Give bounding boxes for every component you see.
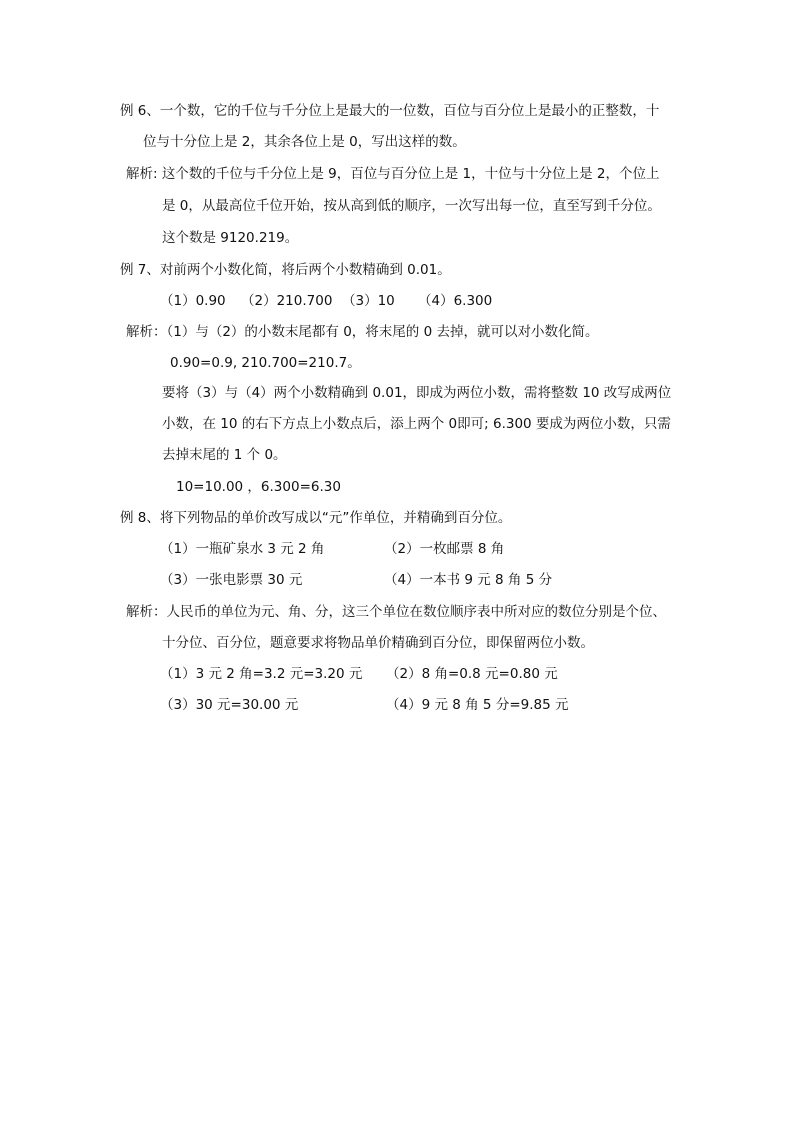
ex7-analysis-line3: 要将（3）与（4）两个小数精确到 0.01，即成为两位小数，需将整数 10 改写成两位	[162, 385, 672, 401]
ex6-question-line2: 位与十分位上是 2，其余各位上是 0，写出这样的数。	[143, 134, 466, 150]
ex8-answer-4: （4）9 元 8 角 5 分=9.85 元	[386, 697, 569, 713]
ex8-item-2: （2）一枚邮票 8 角	[384, 541, 505, 557]
ex7-analysis-line4: 小数，在 10 的右下方点上小数点后，添上两个 0即可; 6.300 要成为两位小数，只需	[162, 416, 671, 432]
ex8-item-4: （4）一本书 9 元 8 角 5 分	[384, 572, 553, 588]
ex7-analysis-line5: 去掉末尾的 1 个 0。	[162, 447, 287, 463]
ex6-analysis-line1: 解析: 这个数的千位与千分位上是 9，百位与百分位上是 1，十位与十分位上是 2，个位上	[126, 166, 660, 182]
ex8-item-1: （1）一瓶矿泉水 3 元 2 角	[160, 541, 325, 557]
ex6-question-line1: 例 6、一个数，它的千位与千分位上是最大的一位数，百位与百分位上是最小的正整数，十	[120, 103, 660, 119]
ex8-answer-2: （2）8 角=0.8 元=0.80 元	[386, 666, 558, 682]
ex7-item-3: （3）10	[342, 293, 395, 309]
ex7-item-1: （1）0.90	[160, 293, 226, 309]
ex7-analysis-line6: 10=10.00 ，6.300=6.30	[176, 479, 341, 495]
ex8-answer-3: （3）30 元=30.00 元	[160, 697, 299, 713]
ex7-item-2: （2）210.700	[241, 293, 333, 309]
ex8-analysis-line1: 解析：人民币的单位为元、角、分，这三个单位在数位顺序表中所对应的数位分别是个位、	[126, 604, 666, 620]
ex7-analysis-line2: 0.90=0.9, 210.700=210.7。	[170, 355, 361, 371]
ex6-analysis-line2: 是 0，从最高位千位开始，按从高到低的顺序，一次写出每一位，直至写到千分位。	[162, 198, 661, 214]
ex7-question-line1: 例 7、对前两个小数化简，将后两个小数精确到 0.01。	[120, 262, 451, 278]
ex8-item-3: （3）一张电影票 30 元	[160, 572, 303, 588]
ex8-question-line1: 例 8、将下列物品的单价改写成以“元”作单位，并精确到百分位。	[120, 510, 512, 526]
ex8-analysis-line2: 十分位、百分位，题意要求将物品单价精确到百分位，即保留两位小数。	[162, 635, 594, 651]
ex8-answer-1: （1）3 元 2 角=3.2 元=3.20 元	[160, 666, 363, 682]
ex7-analysis-line1: 解析：（1）与（2）的小数末尾都有 0，将末尾的 0 去掉，就可以对小数化简。	[126, 324, 599, 340]
ex7-item-4: （4）6.300	[418, 293, 493, 309]
ex6-analysis-answer: 这个数是 9120.219。	[162, 230, 299, 246]
